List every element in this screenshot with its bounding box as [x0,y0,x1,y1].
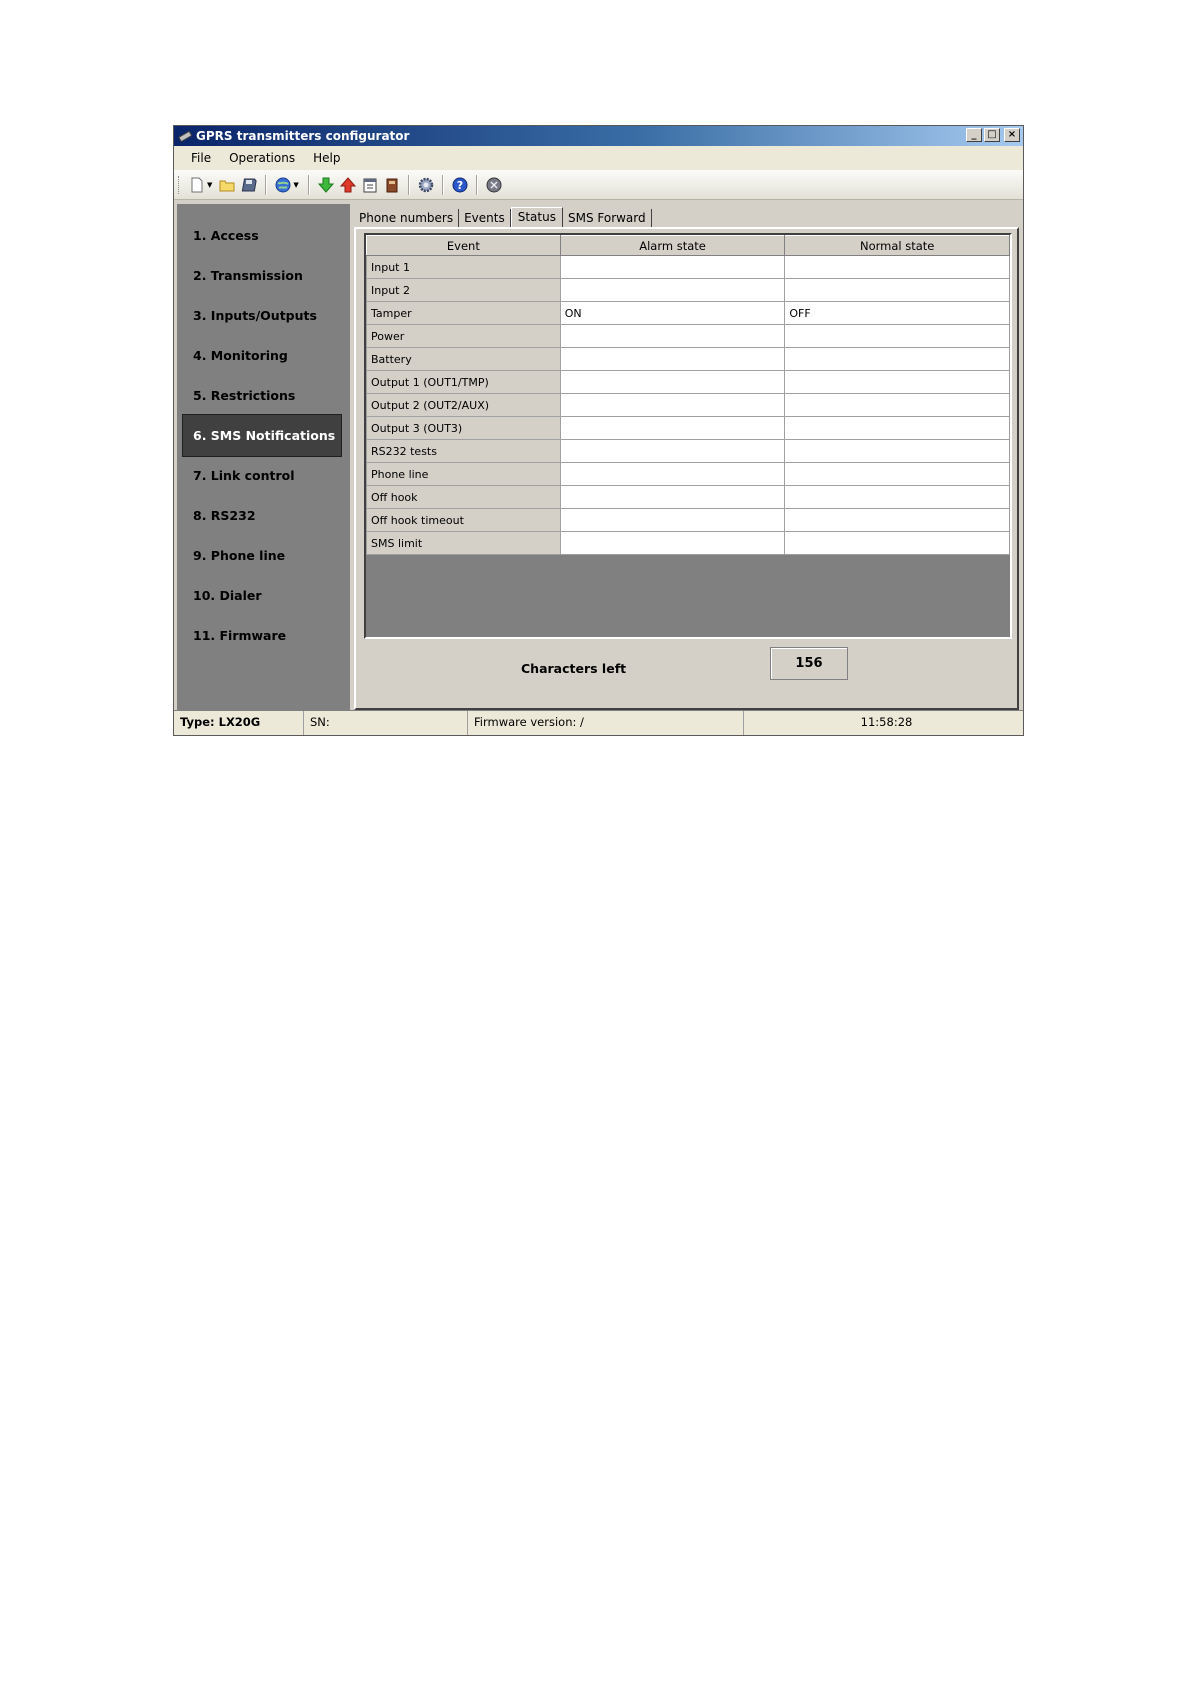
alarm-state-cell[interactable] [560,348,785,371]
characters-left-label: Characters left [521,661,627,676]
tab-phone-numbers[interactable]: Phone numbers [354,209,459,227]
table-row [367,394,1010,417]
alarm-state-cell[interactable]: ON [560,302,785,325]
svg-text:?: ? [456,178,463,192]
minimize-button[interactable]: _ [966,128,982,142]
menu-file[interactable]: File [191,151,212,165]
table-row [367,509,1010,532]
status-bar [174,710,1023,735]
event-cell: Output 2 (OUT2/AUX) [367,394,561,417]
menu-operations[interactable]: Operations [229,151,296,165]
status-panel [354,227,1019,710]
sidebar-item-restrictions[interactable]: 5. Restrictions [193,388,296,403]
new-icon[interactable] [188,176,206,194]
table-row [367,417,1010,440]
help-icon[interactable] [451,176,469,194]
alarm-state-cell[interactable] [560,417,785,440]
normal-state-cell[interactable] [785,371,1010,394]
normal-state-cell[interactable] [785,509,1010,532]
column-header-event[interactable]: Event [367,236,561,256]
status-serial-number: SN: [304,711,468,735]
connect-dropdown-icon[interactable]: ▼ [293,180,299,189]
sidebar-item-access[interactable]: 1. Access [193,228,259,243]
calendar-icon[interactable] [361,176,379,194]
sidebar-item-rs232[interactable]: 8. RS232 [193,508,256,523]
normal-state-cell[interactable] [785,279,1010,302]
normal-state-cell[interactable] [785,325,1010,348]
normal-state-cell[interactable] [785,394,1010,417]
event-cell: Phone line [367,463,561,486]
column-header-normal-state[interactable]: Normal state [785,236,1010,256]
table-row [367,486,1010,509]
sidebar-item-phone-line[interactable]: 9. Phone line [193,548,286,563]
event-grid[interactable] [364,233,1012,639]
event-table [366,235,1010,555]
normal-state-cell[interactable] [785,486,1010,509]
alarm-state-cell[interactable] [560,394,785,417]
book-icon[interactable] [383,176,401,194]
event-cell: Output 3 (OUT3) [367,417,561,440]
normal-state-cell[interactable] [785,256,1010,279]
app-window [173,125,1024,736]
alarm-state-cell[interactable] [560,371,785,394]
toolbar-grip[interactable] [178,176,182,194]
toolbar-separator [308,175,310,195]
event-cell: Output 1 (OUT1/TMP) [367,371,561,394]
table-row [367,440,1010,463]
window-title: GPRS transmitters configurator [196,129,410,143]
tab-strip [354,207,652,227]
table-row [367,463,1010,486]
settings-gear-icon[interactable] [417,176,435,194]
event-cell: RS232 tests [367,440,561,463]
tab-sms-forward[interactable]: SMS Forward [563,209,652,227]
normal-state-cell[interactable] [785,532,1010,555]
upload-arrow-icon[interactable] [339,176,357,194]
save-icon[interactable] [240,176,258,194]
table-row [367,371,1010,394]
toolbar-separator [476,175,478,195]
exit-icon[interactable] [485,176,503,194]
close-button[interactable]: × [1004,128,1020,142]
normal-state-cell[interactable] [785,417,1010,440]
sidebar-item-transmission[interactable]: 2. Transmission [193,268,303,283]
new-dropdown-icon[interactable]: ▼ [207,180,213,189]
main-area [354,204,1019,710]
event-cell: Power [367,325,561,348]
connect-globe-icon[interactable] [274,176,292,194]
event-cell: Tamper [367,302,561,325]
alarm-state-cell[interactable] [560,256,785,279]
alarm-state-cell[interactable] [560,463,785,486]
open-folder-icon[interactable] [218,176,236,194]
menu-help[interactable]: Help [313,151,341,165]
menu-bar [174,146,1023,170]
table-row [367,348,1010,371]
toolbar-separator [442,175,444,195]
sidebar-item-firmware[interactable]: 11. Firmware [193,628,287,643]
table-row [367,256,1010,279]
maximize-button[interactable]: □ [984,128,1000,142]
event-cell: SMS limit [367,532,561,555]
sidebar-item-monitoring[interactable]: 4. Monitoring [193,348,288,363]
tab-events[interactable]: Events [459,209,511,227]
sidebar-item-inputs-outputs[interactable]: 3. Inputs/Outputs [193,308,317,323]
download-arrow-icon[interactable] [317,176,335,194]
normal-state-cell[interactable] [785,463,1010,486]
normal-state-cell[interactable] [785,348,1010,371]
sidebar-item-sms-notifications[interactable]: 6. SMS Notifications [182,414,342,457]
table-row [367,532,1010,555]
event-cell: Off hook [367,486,561,509]
title-bar[interactable] [174,126,1023,146]
alarm-state-cell[interactable] [560,325,785,348]
alarm-state-cell[interactable] [560,279,785,302]
alarm-state-cell[interactable] [560,440,785,463]
alarm-state-cell[interactable] [560,532,785,555]
toolbar-separator [265,175,267,195]
table-row [367,279,1010,302]
toolbar-separator [408,175,410,195]
normal-state-cell[interactable] [785,440,1010,463]
toolbar [174,170,1023,200]
alarm-state-cell[interactable] [560,486,785,509]
normal-state-cell[interactable]: OFF [785,302,1010,325]
status-device-type: Type: LX20G [174,711,304,735]
status-firmware-version: Firmware version: / [468,711,744,735]
event-cell: Input 1 [367,256,561,279]
sidebar-item-dialer[interactable]: 10. Dialer [193,588,262,603]
app-icon [178,129,192,143]
status-clock: 11:58:28 [860,715,913,729]
sidebar-item-link-control[interactable]: 7. Link control [193,468,295,483]
sidebar [177,204,350,710]
alarm-state-cell[interactable] [560,509,785,532]
table-row [367,302,1010,325]
table-row [367,325,1010,348]
characters-left-value: 156 [770,647,848,680]
event-cell: Input 2 [367,279,561,302]
column-header-alarm-state[interactable]: Alarm state [560,236,785,256]
tab-status[interactable]: Status [511,207,563,228]
event-cell: Off hook timeout [367,509,561,532]
event-cell: Battery [367,348,561,371]
